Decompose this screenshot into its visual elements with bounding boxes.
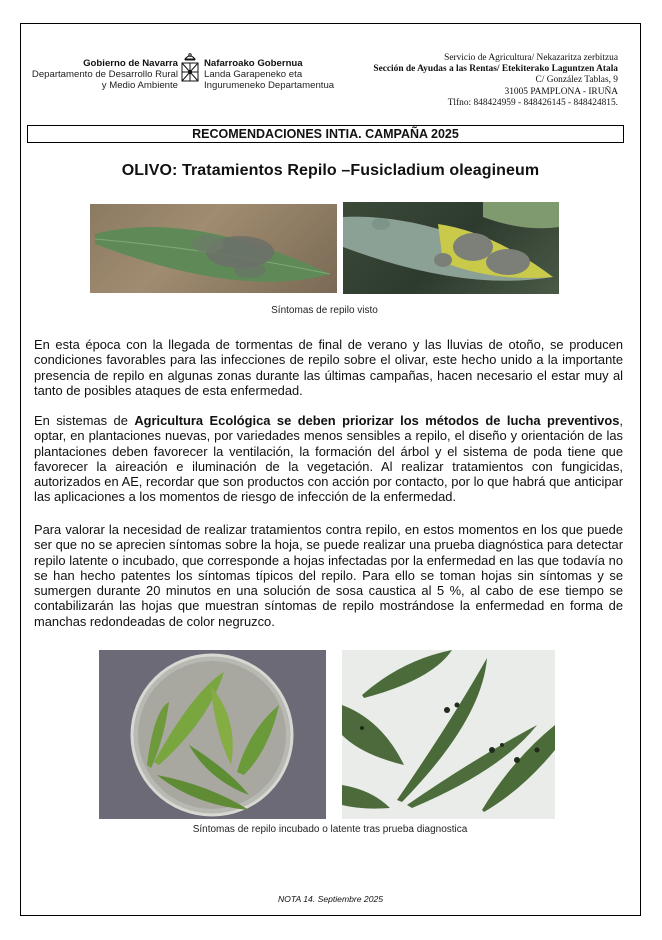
photo-petri-dish-leaves xyxy=(99,650,326,819)
dept-name-es-1: Departamento de Desarrollo Rural xyxy=(31,69,178,80)
paragraph-intro: En esta época con la llegada de tormentas de final de verano y las lluvias de otoño, se producen condiciones favorables para las infecciones de repilo sobre el olivar, este hecho unido a la importante presencia de repilo en algunas zonas durante las últimas campañas, hacen necesario el estar muy al tanto de posibles ataques de esta enfermedad. xyxy=(34,337,623,398)
paragraph-ecological-body: , optar, en plantaciones nuevas, por variedades menos sensibles a repilo, el diseño y orientación de las plantaciones deben favorecer la ventilación, la formación del árbol y el sistema de poda tiene que favorecer la aireación e iluminación de la vegetación. Al realizar tratamientos con fungicidas, autorizados en AE, recordar que son productos con acción por contacto, por lo que habrá que anticipar las aplicaciones a los momentos de riesgo de infección de la enfermedad. xyxy=(34,413,623,505)
photo-leaves-black-spots xyxy=(342,650,555,819)
navarra-crest-icon xyxy=(179,52,201,88)
header-gobierno-navarra xyxy=(22,58,178,91)
street-address: C/ González Tablas, 9 xyxy=(535,75,618,86)
dept-name-eu-1: Landa Garapeneko eta xyxy=(204,69,303,80)
service-name: Servicio de Agricultura/ Nekazaritza zerbitzua xyxy=(444,53,618,63)
photo-leaf-symptoms-1 xyxy=(90,204,337,293)
header-service-address xyxy=(318,53,618,109)
gov-name-es: Gobierno de Navarra xyxy=(83,58,178,69)
figure-1-caption: Síntomas de repilo visto xyxy=(271,305,378,316)
campaign-banner: RECOMENDACIONES INTIA. CAMPAÑA 2025 xyxy=(27,125,624,143)
document-title: OLIVO: Tratamientos Repilo –Fusicladium oleagineum xyxy=(121,162,540,179)
footer-note-date: NOTA 14. Septiembre 2025 xyxy=(277,894,384,904)
paragraph-ecological-emphasis: Agricultura Ecológica se deben priorizar los métodos de lucha preventivos xyxy=(134,413,620,428)
paragraph-diagnostic: Para valorar la necesidad de realizar tratamientos contra repilo, en estos momentos en los que puede ser que no se aprecien síntomas sobre la hoja, se puede realizar una prueba diagnóstica para detectar repilo latente o incubado, que corresponde a hojas infectadas por la enfermedad en las que todavía no se han hecho patentes los síntomas típicos del repilo. Para ello se toman hojas sin síntomas y se sumergen durante 20 minutos en una solución de sosa caustica al 5 %, al cabo de ese tiempo se contabilizarán las hojas que muestran síntomas de repilo mostrándose la enfermedad en forma de manchas redondeadas de color negruzco. xyxy=(34,522,623,629)
dept-name-eu-2: Ingurumeneko Departamentua xyxy=(204,80,335,91)
photo-leaf-symptoms-2 xyxy=(343,202,559,294)
figure-2-caption: Síntomas de repilo incubado o latente tras prueba diagnostica xyxy=(192,824,468,835)
postal-city: 31005 PAMPLONA - IRUÑA xyxy=(504,86,618,97)
phone-numbers: Tlfno: 848424959 - 848426145 - 848424815. xyxy=(447,97,618,108)
dept-name-es-2: y Medio Ambiente xyxy=(101,80,178,91)
paragraph-ecological xyxy=(34,413,623,505)
gov-name-eu: Nafarroako Gobernua xyxy=(204,58,303,69)
paragraph-ecological-lead: En sistemas de xyxy=(34,413,135,428)
section-name: Sección de Ayudas a las Rentas/ Etekiterako Laguntzen Atala xyxy=(373,64,618,75)
